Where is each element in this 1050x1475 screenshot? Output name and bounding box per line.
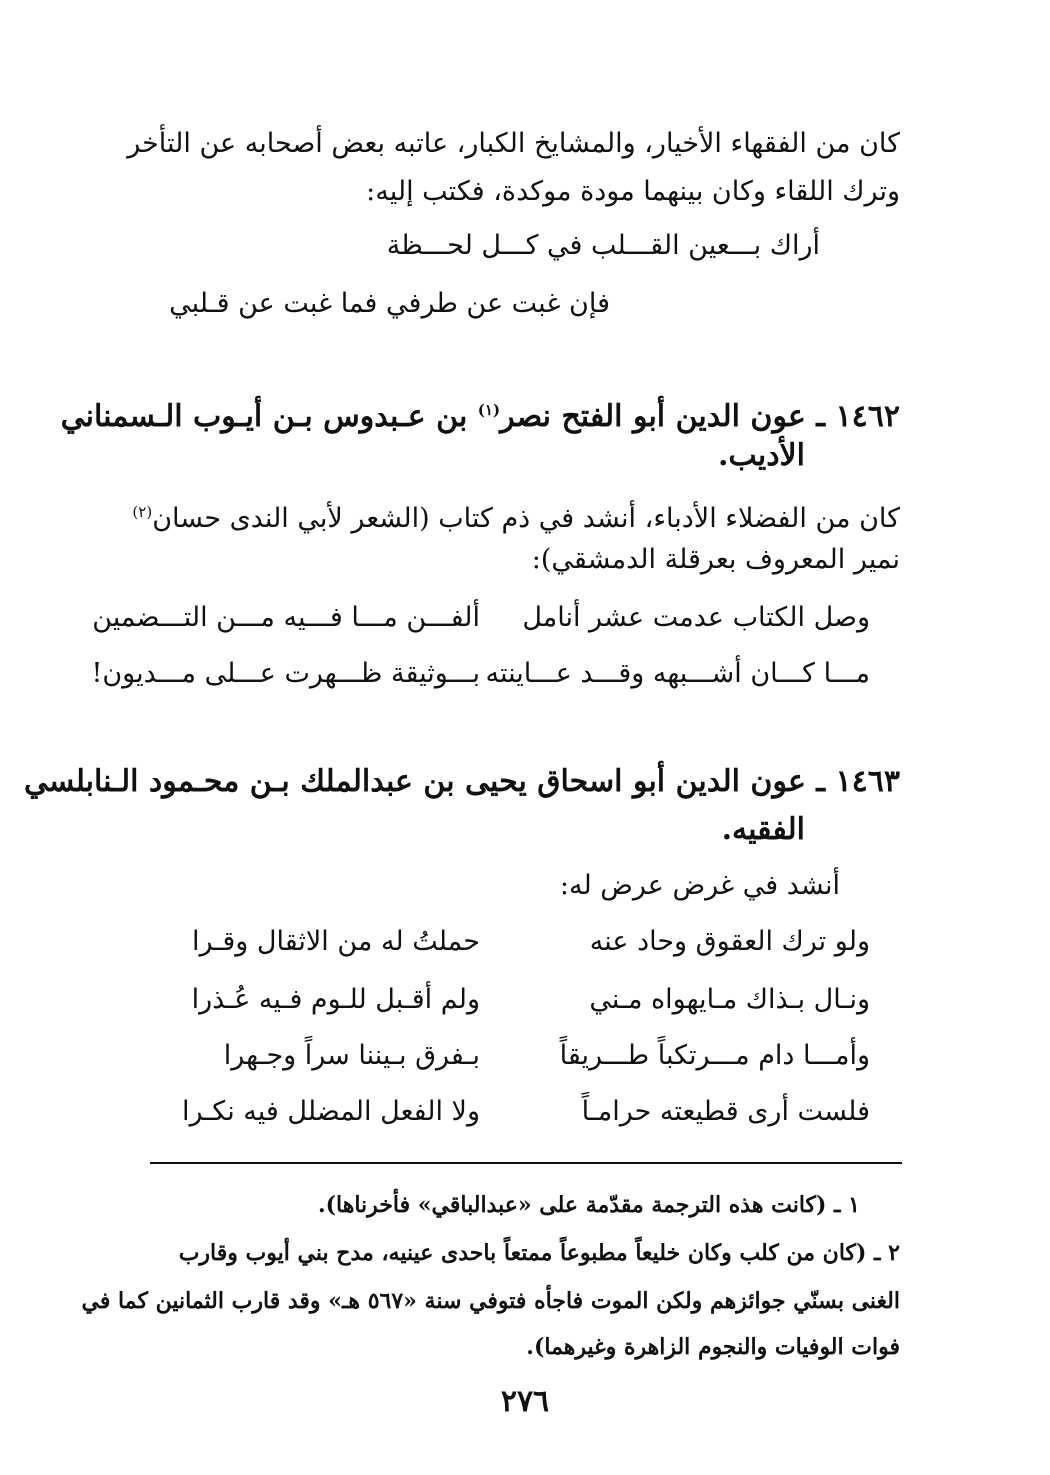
verse-hemistich-2: حملتُ له من الاثقال وقـرا	[192, 926, 480, 957]
verse-hemistich-1: وأمـــا دام مـــرتكباً طـــريقاً	[559, 1040, 870, 1071]
footnote-1: ١ ـ (كانت هذه الترجمة مقدّمة على «عبدالباقي» فأخرناها).	[317, 1192, 860, 1218]
verse-hemistich-1: وصل الكتاب عدمت عشر أنامل	[522, 602, 870, 633]
verse-hemistich-1: ولو ترك العقوق وحاد عنه	[589, 926, 870, 957]
entry-1463-text: أنشد في غرض عرض له:	[559, 870, 840, 901]
intro-verse-1: أراك بـــعين القـــلب في كـــل لحـــظة	[386, 230, 820, 261]
entry-1462-text-line-2: نمير المعروف بعرقلة الدمشقي):	[531, 544, 900, 575]
entry-1463-verse-row	[148, 976, 900, 1024]
entry-1463-heading: ١٤٦٣ ـ عون الدين أبو اسحاق يحيى بن عبدالملك بـن محـمود الـنابلسي	[23, 764, 900, 799]
verse-hemistich-2: بـفرق بـيننا سراً وجـهرا	[223, 1040, 480, 1071]
entry-1463-verse-row	[148, 1088, 900, 1136]
entry-1462-text-line-1	[132, 492, 900, 539]
verse-hemistich-1: مـــا كـــان أشـــبهه وقـــد عـــاينته	[485, 658, 870, 689]
entry-1463-verse-row	[148, 1032, 900, 1080]
footnote-2-line-1: ٢ ـ (كان من كلب وكان خليعاً مطبوعاً ممتعاً باحدى عينيه، مدح بني أيوب وقارب	[178, 1240, 900, 1266]
intro-line-2: وترك اللقاء وكان بينهما مودة موكدة، فكتب إليه:	[366, 176, 900, 207]
footnote-divider	[150, 1162, 902, 1164]
verse-hemistich-2: ولم أقـبل للـوم فـيه عُـذرا	[191, 984, 480, 1015]
page-number: ٢٧٦	[500, 1384, 550, 1419]
verse-hemistich-2: بـــوثيقة ظـــهرت عـــلى مـــديون!	[91, 658, 480, 689]
entry-1462-text-part1: كان من الفضلاء الأدباء، أنشد في ذم كتاب (الشعر لأبي الندى حسان	[152, 503, 900, 534]
entry-1462-verse-row	[92, 594, 900, 642]
verse-hemistich-2: ألفـــن مـــا فـــيه مـــن التـــضمين	[92, 602, 480, 633]
entry-1462-heading-part2: بن عـبدوس بـن أيـوب الـسمناني	[60, 399, 478, 434]
footnote-ref-1: (١)	[477, 401, 501, 419]
entry-1463-verse-row	[148, 918, 900, 966]
footnote-2-line-3: فوات الوفيات والنجوم الزاهرة وغيرهما).	[526, 1334, 900, 1360]
verse-hemistich-1: ونـال بـذاك مـايهواه مـني	[589, 984, 870, 1015]
footnote-ref-2: (٢)	[132, 503, 153, 521]
verse-hemistich-1: فلست أرى قطيعته حرامـاً	[581, 1096, 870, 1127]
entry-1462-heading-line2: الأديب.	[717, 438, 805, 473]
entry-1463-heading-line2: الفقيه.	[721, 812, 805, 847]
intro-verse-2: فإن غبت عن طرفي فما غبت عن قـلبي	[169, 288, 610, 319]
intro-line-1: كان من الفقهاء الأخيار، والمشايخ الكبار، عاتبه بعض أصحابه عن التأخر	[127, 128, 900, 159]
entry-1462-verse-row	[91, 650, 900, 698]
footnote-2-line-2: الغنى بسنّي جوائزهم ولكن الموت فاجأه فتوفي سنة «٥٦٧ هـ» وقد قارب الثمانين كما في	[81, 1288, 900, 1314]
verse-hemistich-2: ولا الفعل المضلل فيه نكـرا	[181, 1096, 480, 1127]
entry-1462-heading-part1: ١٤٦٢ ـ عون الدين أبو الفتح نصر	[500, 399, 900, 434]
